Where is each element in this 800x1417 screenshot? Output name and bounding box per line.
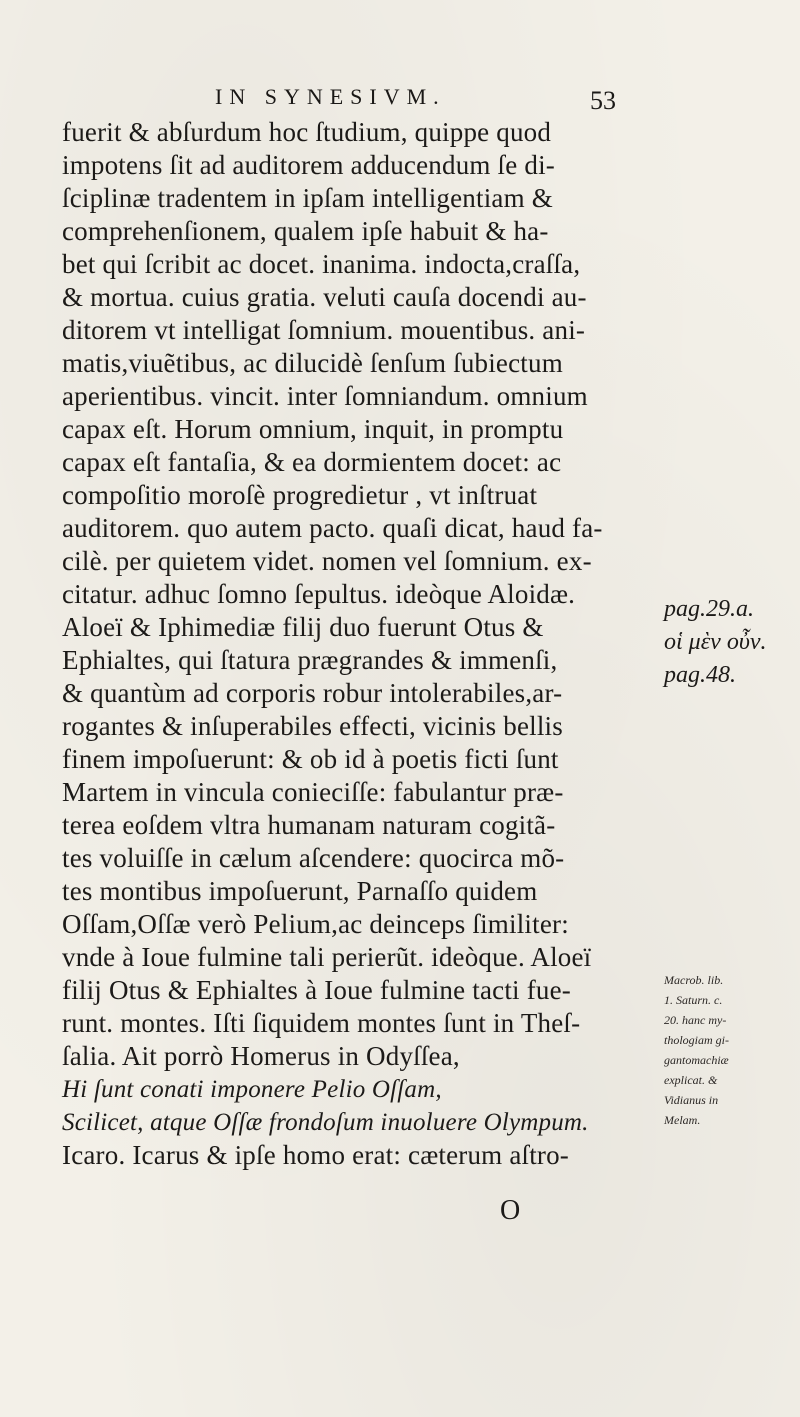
text-line: cilè. per quietem videt. nomen vel ſomnium. ex- xyxy=(62,546,592,576)
text-line: Martem in vincula conieciſſe: fabulantur præ- xyxy=(62,777,564,807)
text-line: impotens ſit ad auditorem adducendum ſe di- xyxy=(62,150,555,180)
text-line: ſciplinæ tradentem in ipſam intelligentiam & xyxy=(62,183,553,213)
text-line: vnde à Ioue fulmine tali perierũt. ideòque. Aloeï xyxy=(62,942,592,972)
text-line: ditorem vt intelligat ſomnium. mouentibus. ani- xyxy=(62,315,586,345)
margin-note-line: explicat. & xyxy=(664,1073,718,1087)
page-number: 53 xyxy=(590,86,616,115)
margin-note xyxy=(664,970,794,1130)
margin-ref: οἱ μὲν οὖν. xyxy=(664,629,767,655)
verse-line: Hi ſunt conati imponere Pelio Oſſam, xyxy=(62,1076,442,1103)
verse-line: Scilicet, atque Oſſæ frondoſum inuoluere Olympum. xyxy=(62,1109,589,1136)
margin-note-line: gantomachiæ xyxy=(664,1053,729,1067)
text-line: rogantes & inſuperabiles effecti, vicinis bellis xyxy=(62,711,563,741)
margin-note-line: Melam. xyxy=(664,1113,701,1127)
text-line: terea eoſdem vltra humanam naturam cogitã- xyxy=(62,810,556,840)
margin-note-line: 1. Saturn. c. xyxy=(664,993,723,1007)
text-line: Icaro. Icarus & ipſe homo erat: cæterum aſtro- xyxy=(62,1140,569,1170)
text-line: Aloeï & Iphimediæ filij duo fuerunt Otus & xyxy=(62,612,544,642)
margin-note-line: 20. hanc my- xyxy=(664,1013,727,1027)
text-line: & mortua. cuius gratia. veluti cauſa docendi au- xyxy=(62,282,587,312)
margin-note-line: Macrob. lib. xyxy=(664,973,724,987)
text-line: compoſitio moroſè progredietur , vt inſtruat xyxy=(62,480,538,510)
text-line: tes montibus impoſuerunt, Parnaſſo quidem xyxy=(62,876,538,906)
running-head: IN SYNESIVM. xyxy=(215,84,446,109)
text-line: aperientibus. vincit. inter ſomniandum. omnium xyxy=(62,381,588,411)
text-line: filij Otus & Ephialtes à Ioue fulmine tacti fue- xyxy=(62,975,571,1005)
text-line: Oſſam,Oſſæ verò Pelium,ac deinceps ſimiliter: xyxy=(62,909,569,939)
margin-note-line: thologiam gi- xyxy=(664,1033,729,1047)
text-line: comprehenſionem, qualem ipſe habuit & ha- xyxy=(62,216,549,246)
text-line: finem impoſuerunt: & ob id à poetis ficti ſunt xyxy=(62,744,559,774)
body-text xyxy=(62,116,662,1172)
text-line: capax eſt fantaſia, & ea dormientem docet: ac xyxy=(62,447,562,477)
text-line: fuerit & abſurdum hoc ſtudium, quippe quod xyxy=(62,117,552,147)
text-line: & quantùm ad corporis robur intolerabiles,ar- xyxy=(62,678,563,708)
text-line: Ephialtes, qui ſtatura prægrandes & immenſi, xyxy=(62,645,558,675)
margin-references xyxy=(664,593,794,692)
text-line: auditorem. quo autem pacto. quaſi dicat, haud fa- xyxy=(62,513,603,543)
margin-ref: pag.29.a. xyxy=(664,596,754,622)
text-line: citatur. adhuc ſomno ſepultus. ideòque Aloidæ. xyxy=(62,579,576,609)
text-line: capax eſt. Horum omnium, inquit, in promptu xyxy=(62,414,564,444)
text-line: bet qui ſcribit ac docet. inanima. indocta,craſſa, xyxy=(62,249,581,279)
text-line: runt. montes. Iſti ſiquidem montes ſunt in Theſ- xyxy=(62,1008,581,1038)
margin-ref: pag.48. xyxy=(664,662,736,688)
catchword: O xyxy=(500,1195,521,1226)
text-line: ſalia. Ait porrò Homerus in Odyſſea, xyxy=(62,1041,460,1071)
margin-note-line: Vidianus in xyxy=(664,1093,719,1107)
text-line: matis,viuẽtibus, ac dilucidè ſenſum ſubiectum xyxy=(62,348,563,378)
text-line: tes voluiſſe in cælum aſcendere: quocirca mõ- xyxy=(62,843,565,873)
